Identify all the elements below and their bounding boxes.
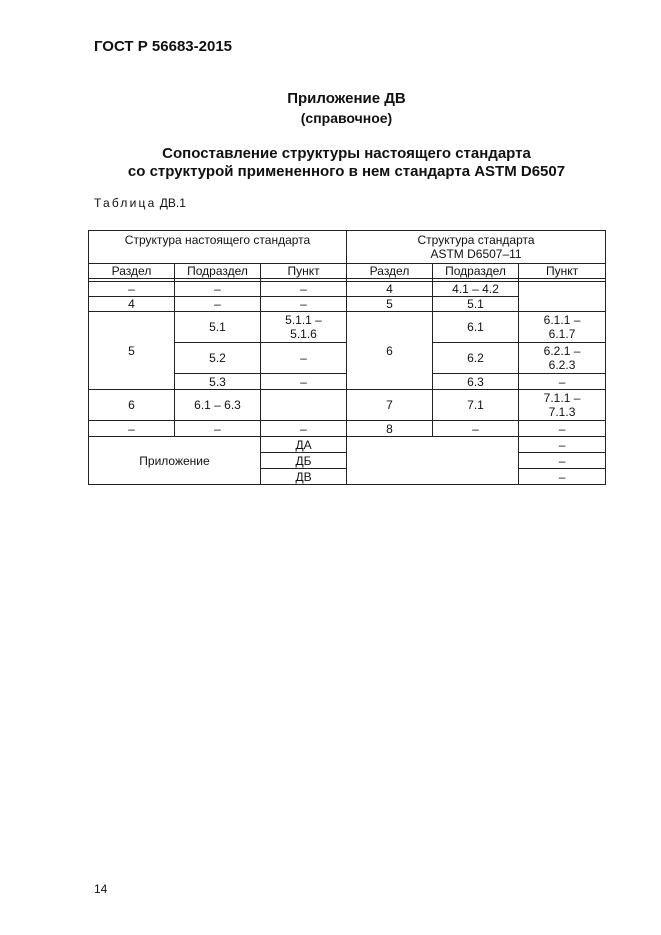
table-cell: ДВ [261,469,347,485]
table-cell: 4.1 – 4.2 [433,282,519,297]
cell-line: 6.2.3 [548,358,576,372]
table-cell: – [89,282,175,297]
table-cell: – [261,374,347,390]
table-group-header-row [89,231,606,264]
table-cell: 5 [347,297,433,312]
column-header: Подраздел [433,264,519,279]
appendix-status: (справочное) [300,110,393,126]
table-cell: ДБ [261,453,347,469]
table-cell: – [519,374,606,390]
table-row [89,312,606,343]
table-cell [519,390,606,421]
cell-line: 5.1.1 – [285,313,322,327]
table-cell: – [519,421,606,437]
table-cell: – [261,421,347,437]
column-header: Раздел [89,264,175,279]
table-cell: – [519,469,606,485]
table-cell [519,312,606,343]
table-cell: 4 [347,282,433,297]
table-row [89,282,606,297]
table-column-header-row [89,264,606,279]
table-cell: – [433,421,519,437]
table-cell: – [89,421,175,437]
table-cell: – [519,437,606,453]
table-cell: – [261,343,347,374]
table-caption-word: Таблица [94,196,157,210]
table-row [89,421,606,437]
table-cell: 4 [89,297,175,312]
column-header: Раздел [347,264,433,279]
column-header: Пункт [261,264,347,279]
table-cell: 5 [89,312,175,390]
appendix-title: Приложение ДВ [287,90,406,107]
table-cell: – [261,282,347,297]
table-cell [261,312,347,343]
table-cell: – [519,453,606,469]
table-cell: 8 [347,421,433,437]
group-header-astm-standard [347,231,606,264]
table-cell: – [175,421,261,437]
cell-line: 7.1.1 – [543,391,581,405]
table-cell: 5.3 [175,374,261,390]
column-header: Пункт [519,264,606,279]
table-cell: 5.1 [433,297,519,312]
appendix-label-cell: Приложение [89,437,261,485]
table-cell: 6.1 – 6.3 [175,390,261,421]
table-cell: 5.2 [175,343,261,374]
table-cell: 6 [347,312,433,390]
comparison-title-line1: Сопоставление структуры настоящего стандарта [162,145,531,162]
table-caption [94,196,186,210]
table-cell [519,343,606,374]
table-cell [347,437,519,485]
cell-line: 6.1.7 [548,327,576,341]
table-cell: 7.1 [433,390,519,421]
table-cell: 6.3 [433,374,519,390]
table-cell: 7 [347,390,433,421]
group-header-this-standard: Структура настоящего стандарта [89,231,347,264]
table-cell: – [175,282,261,297]
document-code: ГОСТ Р 56683-2015 [94,38,233,55]
table-row [89,437,606,453]
comparison-title-line2: со структурой примененного в нем стандарта ASTM D6507 [127,163,566,180]
table-cell: ДА [261,437,347,453]
table-cell: 6 [89,390,175,421]
table-cell: – [261,297,347,312]
cell-line: 6.1.1 – [543,313,581,327]
table-cell: 5.1 [175,312,261,343]
group-header-astm-line1: Структура стандарта [417,233,535,247]
cell-line: 6.2.1 – [543,344,581,358]
table-cell [519,282,606,312]
cell-line: 5.1.6 [290,327,317,341]
comparison-title [88,145,605,181]
table-cell [261,390,347,421]
group-header-astm-line2: ASTM D6507–11 [430,247,522,261]
table-caption-number: ДВ.1 [159,196,186,210]
page-number: 14 [94,882,108,896]
table-row [89,390,606,421]
column-header: Подраздел [175,264,261,279]
table-cell: 6.1 [433,312,519,343]
table-cell: – [175,297,261,312]
table-cell: 6.2 [433,343,519,374]
comparison-table [88,230,606,485]
cell-line: 7.1.3 [548,405,576,419]
